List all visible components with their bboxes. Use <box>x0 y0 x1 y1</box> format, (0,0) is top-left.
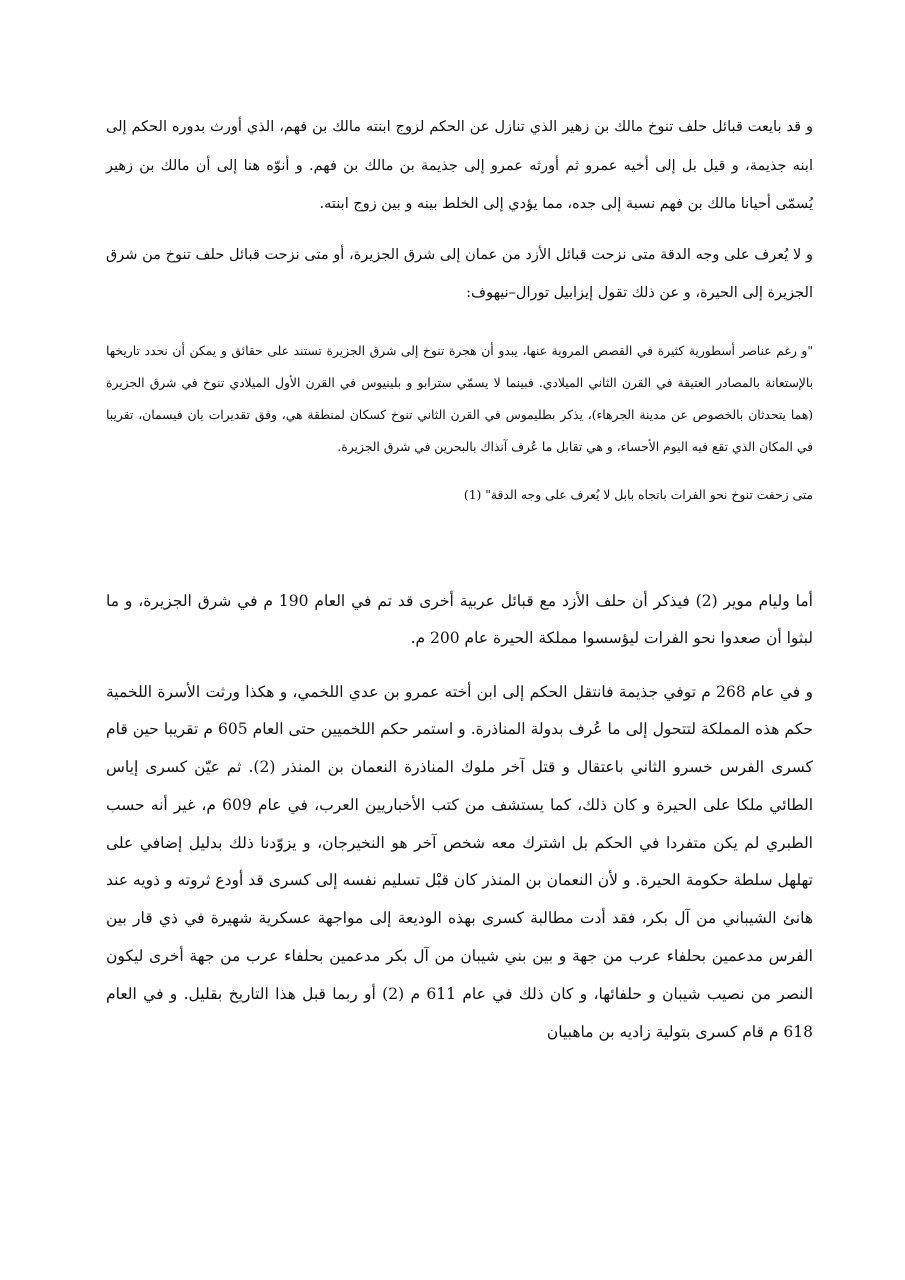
block-quote-ending: متى زحفت تنوخ نحو الفرات باتجاه بابل لا يُعرف على وجه الدقة" (1) <box>463 487 813 502</box>
paragraph-azd-migration: و لا يُعرف على وجه الدقة متى نزحت قبائل الأزد من عمان إلى شرق الجزيرة، أو متى نزحت قبائل حلف تنوخ من شرق الجزيرة إلى الحيرة، و عن ذلك تقول إيزابيل تورال–نيهوف: <box>106 246 813 301</box>
block-quote: "و رغم عناصر أسطورية كثيرة في القصص المروية عنها، يبدو أن هجرة تنوخ إلى شرق الجزيرة تستند على حقائق و يمكن أن نحدد تاريخها بالإستعانة بالمصادر العتيقة في القرن الثاني الميلادي. فبينما لا يسمّي سترابو و بلينيوس في القرن الأول الميلادي تنوخ في شرق الجزيرة (هما يتحدثان بالخصوص عن مدينة الجرهاء)، يذكر بطليموس في القرن الثاني تنوخ كسكان لمنطقة هي، وفق تقديرات يان فيسمان، تقريبا في المكان الذي تقع فيه اليوم الأحساء، و هي تقابل ما عُرف آنذاك بالبحرين في شرق الجزيرة. <box>106 343 813 454</box>
paragraph-tanukh-allegiance: و قد بايعت قبائل حلف تنوخ مالك بن زهير الذي تنازل عن الحكم لزوج ابنته مالك بن فهم، الذي أورث بدوره الحكم إلى ابنه جذيمة، و قيل بل إلى أخيه عمرو ثم أورثه عمرو إلى جذيمة بن مالك بن فهم. و أنوّه هنا إلى أن مالك بن زهير يُسمّى أحيانا مالك بن فهم نسبة إلى جده، مما يؤدي إلى الخلط بينه و بين زوج ابنته. <box>106 119 813 212</box>
paragraph-lakhmid-history: و في عام 268 م توفي جذيمة فانتقل الحكم إلى ابن أخته عمرو بن عدي اللخمي، و هكذا ورثت الأسرة اللخمية حكم هذه المملكة لتتحول إلى ما عُرف بدولة المناذرة. و استمر حكم اللخميين حتى العام 605 م تقريبا حين قام كسرى الفرس خسرو الثاني باعتقال و قتل آخر ملوك المناذرة النعمان بن المنذر (2). ثم عيّن كسرى إياس الطائي ملكا على الحيرة و كان ذلك، كما يستشف من كتب الأخباريين العرب، في عام 609 م، غير أنه حسب الطبري لم يكن متفردا في الحكم بل اشترك معه شخص آخر هو النخيرجان، و يزوّدنا ذلك بدليل إضافي على تهلهل سلطة حكومة الحيرة. و لأن النعمان بن المنذر كان قبْل تسليم نفسه إلى كسرى قد أودع ثروته و ذويه عند هانئ الشيباني من آل بكر، فقد أدت مطالبة كسرى بهذه الوديعة إلى مواجهة عسكرية شهيرة في ذي قار بين الفرس مدعمين بحلفاء عرب من جهة و بين بني شيبان من آل بكر مدعمين بحلفاء عرب من جهة أخرى ليكون النصر من نصيب شيبان و حلفائها، و كان ذلك في عام 611 م (2) أو ربما قبل هذا التاريخ بقليل. و في العام 618 م قام كسرى بتولية زاديه بن ماهبيان <box>106 682 814 1041</box>
paragraph-william-muir: أما وليام موير (2) فيذكر أن حلف الأزد مع قبائل عربية أخرى قد تم في العام 190 م في شرق الجزيرة، و ما لبثوا أن صعدوا نحو الفرات ليؤسسوا مملكة الحيرة عام 200 م. <box>106 591 813 647</box>
document-page <box>106 108 813 1051</box>
